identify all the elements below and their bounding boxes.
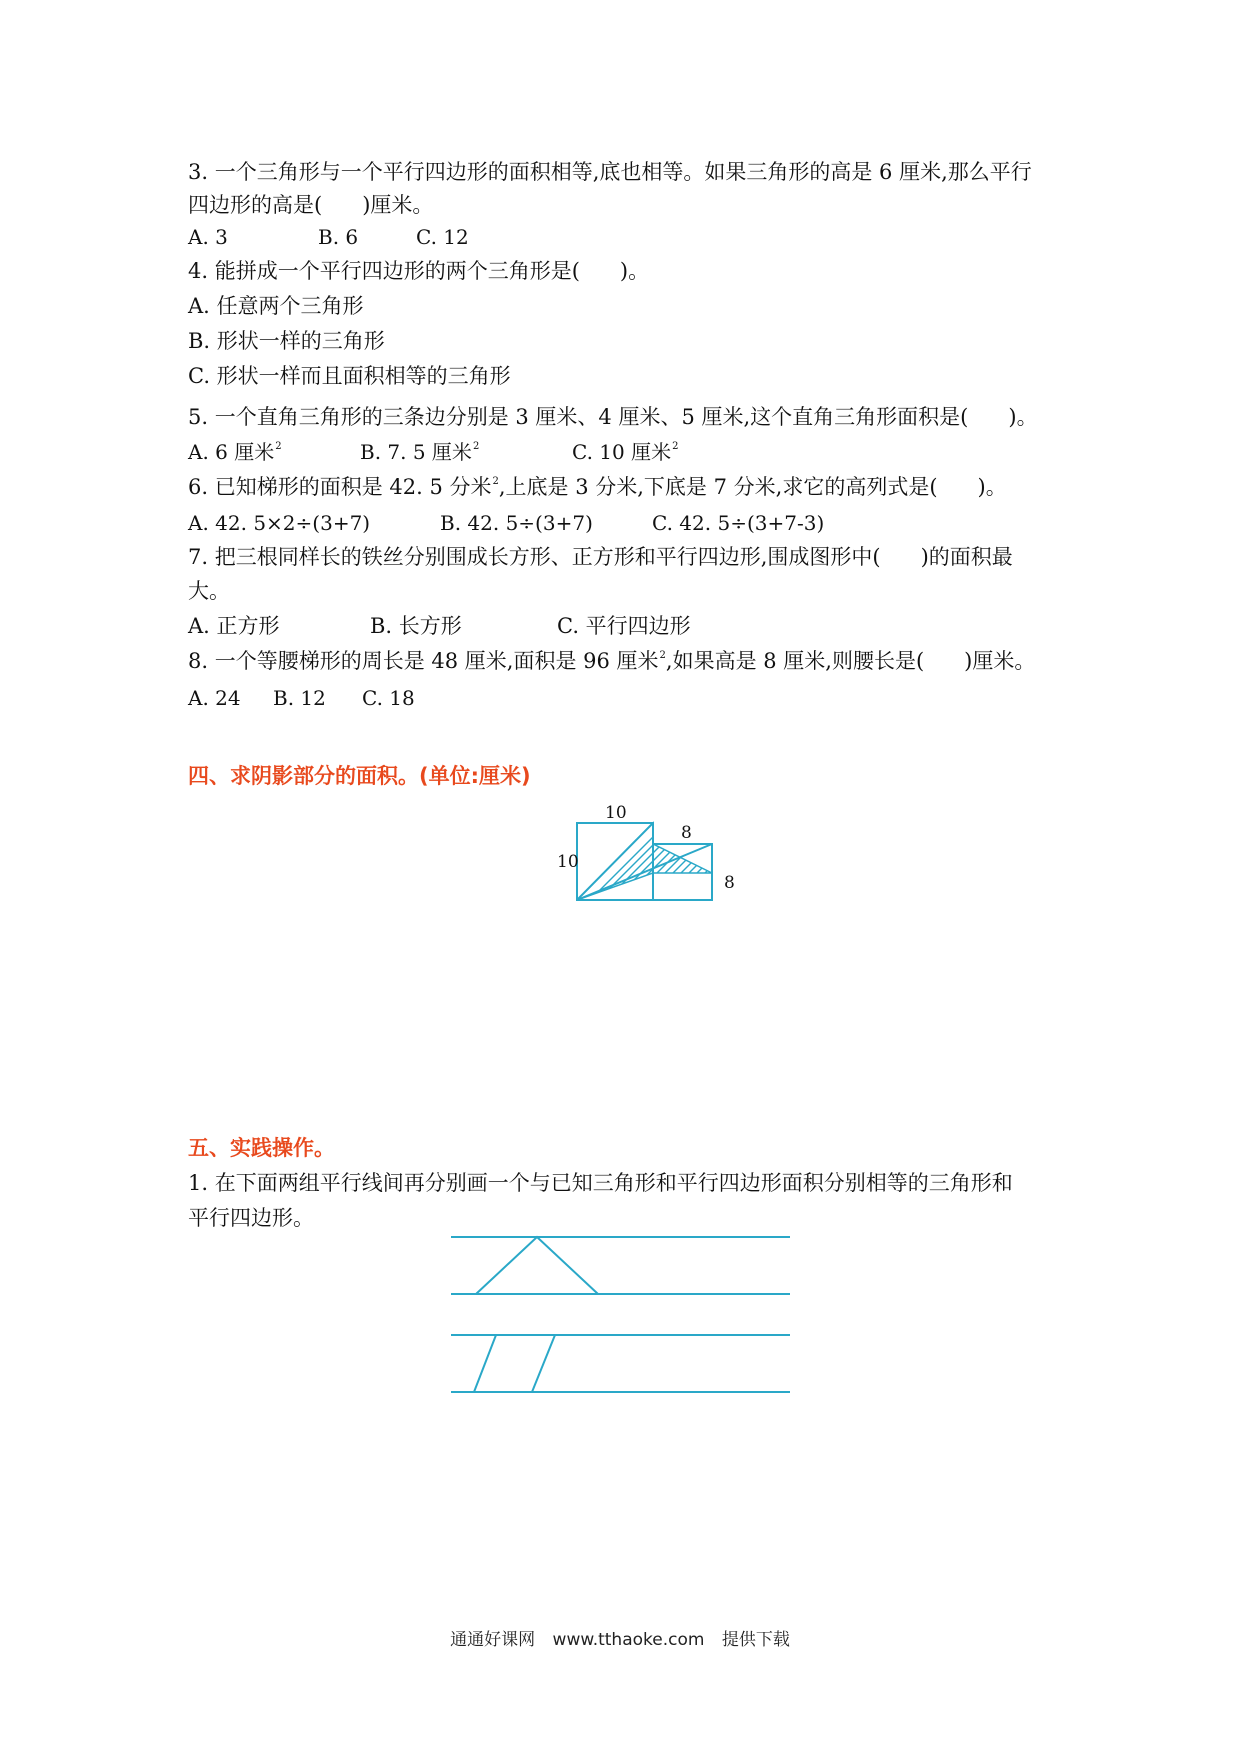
connecting-line (577, 844, 712, 900)
footer-url[interactable]: www.tthaoke.com (552, 1630, 705, 1650)
q4-option-a: A. 任意两个三角形 (188, 294, 364, 318)
q5-option-a-text: A. 6 厘米 (188, 440, 275, 464)
shaded-area-figure (560, 810, 792, 930)
label-left-10: 10 (557, 852, 579, 872)
parallelogram-left-side (474, 1335, 496, 1392)
q7-option-c: C. 平行四边形 (557, 614, 691, 638)
hatching (560, 810, 792, 930)
label-right-8: 8 (724, 873, 735, 893)
superscript: 2 (275, 441, 282, 452)
footer-suffix: 提供下载 (721, 1630, 790, 1650)
q6-option-a: A. 42. 5×2÷(3+7) (188, 511, 371, 535)
q8-option-c: C. 18 (362, 686, 415, 710)
superscript: 2 (472, 441, 480, 452)
q3-option-c: C. 12 (416, 225, 469, 249)
q7-option-b: B. 长方形 (370, 614, 462, 638)
q7-line2: 大。 (188, 579, 230, 603)
parallelogram-parallel-lines (451, 1335, 790, 1392)
section-5-q1-line1: 1. 在下面两组平行线间再分别画一个与已知三角形和平行四边形面积分别相等的三角形和 (188, 1171, 1013, 1195)
label-top-10: 10 (605, 803, 627, 823)
q4-text-end: )。 (619, 259, 650, 283)
q4-option-b: B. 形状一样的三角形 (188, 329, 385, 353)
section-5-title: 五、实践操作。 (188, 1136, 335, 1160)
q8-option-a: A. 24 (188, 686, 241, 710)
q6-text-end: )。 (977, 475, 1007, 499)
q4-text-start: 4. 能拼成一个平行四边形的两个三角形是( (188, 259, 580, 283)
superscript: 2 (659, 650, 666, 661)
q5-option-c-text: C. 10 厘米 (572, 440, 672, 464)
footer-site-name: 通通好课网 (450, 1630, 536, 1650)
q5-text-start: 5. 一个直角三角形的三条边分别是 3 厘米、4 厘米、5 厘米,这个直角三角形面积是( (188, 405, 969, 429)
shaded-triangle-left (577, 823, 653, 900)
q3-line2-end: )厘米。 (362, 193, 434, 217)
q3-line2-start: 四边形的高是( (188, 193, 323, 217)
q3-option-a: A. 3 (188, 225, 228, 249)
superscript: 2 (492, 476, 499, 487)
label-top-8: 8 (681, 823, 692, 843)
q6-option-c: C. 42. 5÷(3+7-3) (652, 511, 825, 535)
q5-text-end: )。 (1008, 405, 1038, 429)
q7-line1-start: 7. 把三根同样长的铁丝分别围成长方形、正方形和平行四边形,围成图形中( (188, 545, 881, 569)
parallelogram-right-side (532, 1335, 555, 1392)
q6-text-mid: ,上底是 3 分米,下底是 7 分米,求它的高列式是( (498, 475, 938, 499)
given-triangle (476, 1237, 598, 1294)
q7-option-a: A. 正方形 (188, 614, 280, 638)
footer (0, 1625, 1240, 1650)
q8-text-start: 8. 一个等腰梯形的周长是 48 厘米,面积是 96 厘米 (188, 649, 659, 673)
q5-option-b-text: B. 7. 5 厘米 (360, 440, 472, 464)
q4-option-c: C. 形状一样而且面积相等的三角形 (188, 364, 511, 388)
q7-line1-end: )的面积最 (920, 545, 1013, 569)
q6-option-b: B. 42. 5÷(3+7) (440, 511, 593, 535)
q8-text-mid: ,如果高是 8 厘米,则腰长是( (665, 649, 925, 673)
section-4-title: 四、求阴影部分的面积。(单位:厘米) (188, 764, 531, 788)
section-5-q1-line2: 平行四边形。 (188, 1206, 314, 1230)
q6-text-start: 6. 已知梯形的面积是 42. 5 分米 (188, 475, 492, 499)
superscript: 2 (672, 441, 679, 452)
q8-option-b: B. 12 (273, 686, 326, 710)
q3-line1: 3. 一个三角形与一个平行四边形的面积相等,底也相等。如果三角形的高是 6 厘米,那么平行 (188, 160, 1032, 184)
figure-labels (557, 803, 735, 893)
triangle-parallel-lines (451, 1237, 790, 1294)
q3-option-b: B. 6 (318, 225, 359, 249)
q8-text-end: )厘米。 (964, 649, 1036, 673)
